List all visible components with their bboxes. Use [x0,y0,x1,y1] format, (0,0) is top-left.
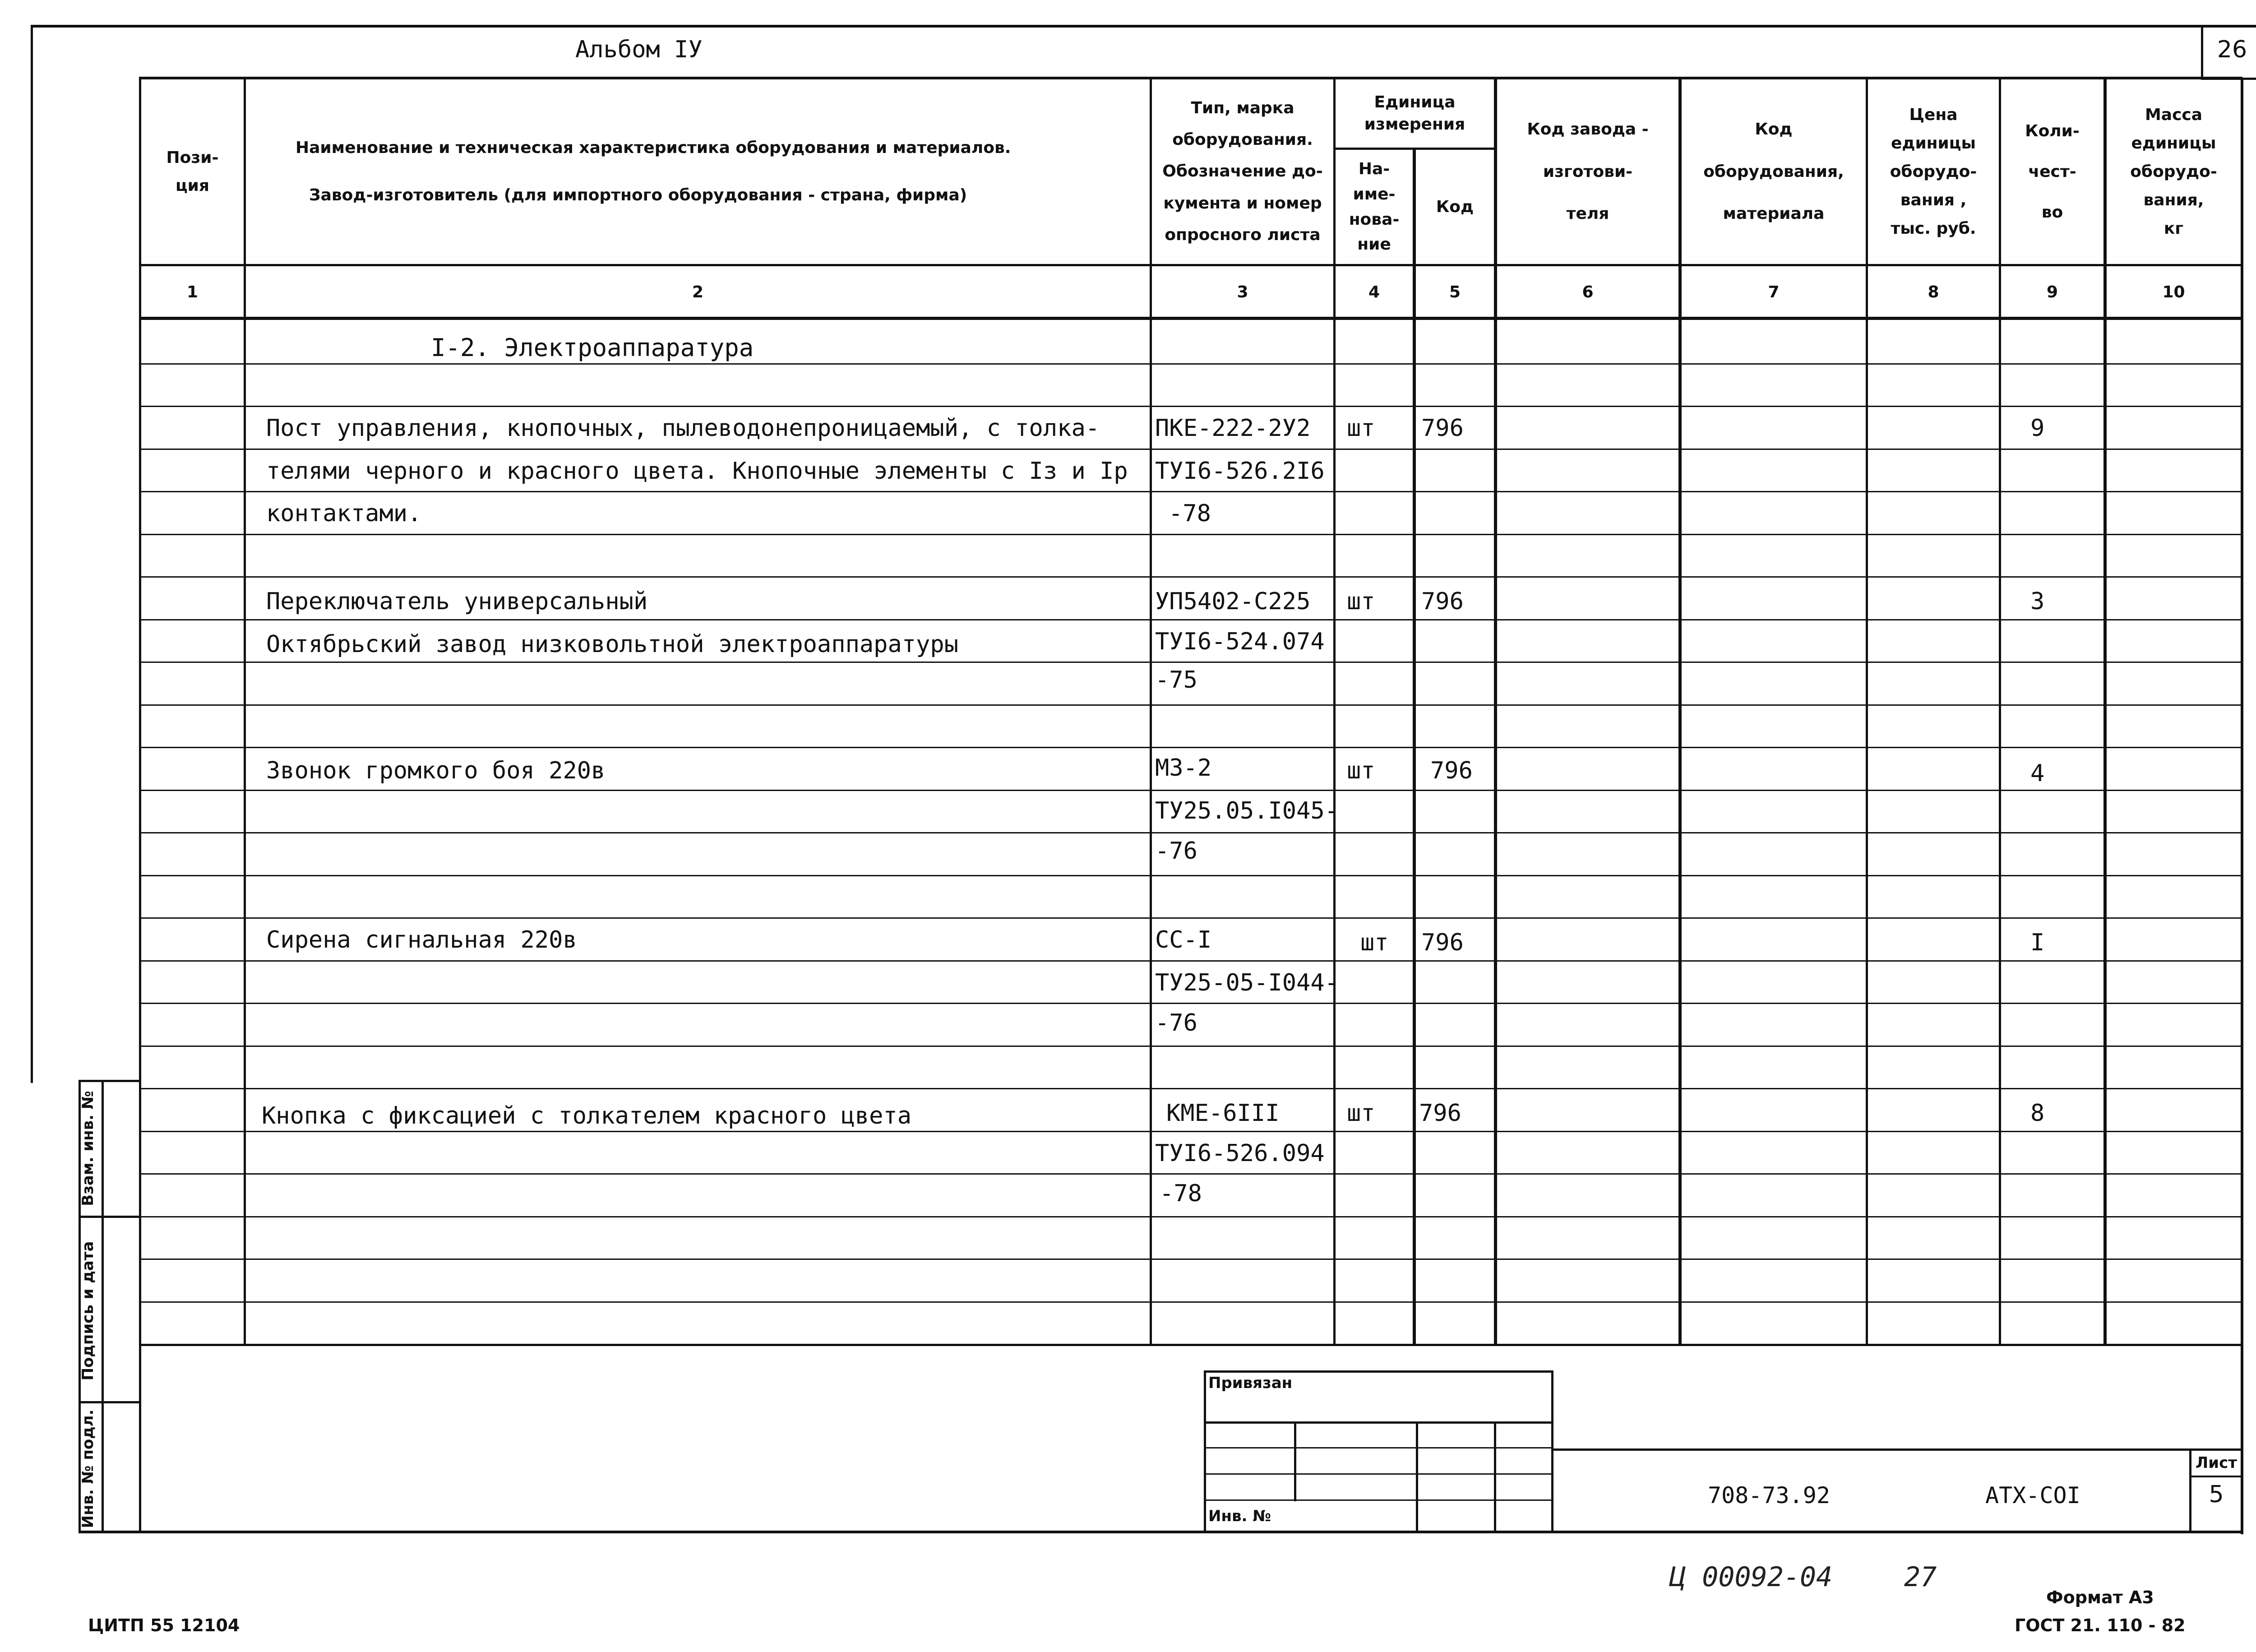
row-name: Пост управления, кнопочных, пылеводонепроницаемый, с толка- [266,415,1100,442]
row-type: УП5402-С225 [1155,588,1311,615]
header-plant-code: Код завода - изготови- теля [1527,120,1649,223]
header-name: Наименование и техническая характеристика оборудования и материалов. Завод-изготовитель (для импортного оборудования - страна, фирма) [296,139,1011,204]
row-line [140,875,2242,876]
side-label-replace-inv: Взам. инв. № [79,1091,97,1206]
row-name: контактами. [266,500,422,527]
col-sep-9 [2103,78,2107,1345]
row-unit: шт [1347,415,1375,442]
row-type: ТУ25-05-I044- [1155,969,1339,996]
row-name: Кнопка с фиксацией с толкателем красного цвета [262,1102,912,1129]
col-number: 9 [2046,282,2058,301]
header-unit: Единица измерения [1364,93,1465,134]
col-number: 8 [1928,282,1939,301]
tb-vline [1294,1422,1296,1501]
col-number: 6 [1582,282,1594,301]
header-quantity: Коли- чест- во [2025,121,2080,222]
row-type: -78 [1169,500,1211,527]
tb-vline [1416,1422,1418,1533]
col-sep-5 [1494,78,1497,1345]
format-label: Формат А3 [2046,1587,2154,1607]
header-unit-code: Код [1436,197,1474,216]
header-price: Цена единицы оборудо- вания , тыс. руб. [1890,106,1977,238]
row-type: ТУI6-526.2I6 [1155,458,1325,485]
side-label-signature-date: Подпись и дата [79,1241,97,1381]
stamp-number: Ц 00092-04 [1669,1561,1833,1593]
row-type: КМЕ-6III [1166,1100,1280,1127]
row-name: Октябрьский завод низковольтной электроаппаратуры [266,631,959,658]
col-number: 2 [692,282,704,301]
header-mass: Масса единицы оборудо- вания, кг [2130,106,2217,238]
tb-list-no: 5 [2209,1481,2224,1508]
row-name: Звонок громкого боя 220в [266,757,606,784]
row-line [140,704,2242,706]
row-code: 796 [1430,757,1473,784]
tb-line [1204,1473,1553,1475]
row-type: МЗ-2 [1155,754,1212,782]
page-hand-number: 27 [1904,1561,1937,1593]
row-qty: 9 [2030,415,2045,442]
header-equipment-code: Код оборудования, материала [1703,120,1844,223]
row-qty: I [2030,929,2045,956]
tb-box-left [1204,1370,1206,1533]
col-number: 7 [1768,282,1780,301]
frame-right-low [2241,79,2243,1534]
header-type: Тип, марка оборудования. Обозначение до- кумента и номер опросного листа [1162,99,1323,244]
tb-doc-mark: АТХ-СОI [1985,1482,2080,1509]
side-label-orig-inv: Инв. № подл. [79,1409,97,1528]
frame-left [31,25,33,1083]
col-number: 5 [1449,282,1461,301]
row-unit: шт [1360,929,1389,956]
row-qty: 3 [2030,588,2045,615]
album-label: Альбом IУ [575,36,703,63]
header-position: Пози- ция [166,148,219,195]
row-type: СС-I [1155,926,1212,953]
col-sep-6 [1678,78,1682,1345]
bottom-left-code: ЦИТП 55 12104 [88,1615,240,1635]
tb-privyazan: Привязан [1208,1374,1293,1392]
col-number: 10 [2162,282,2185,301]
side-col-right [102,1080,104,1533]
tb-line [1204,1499,1553,1501]
tb-box-top [1204,1370,1553,1373]
col-number: 1 [186,282,199,301]
row-line [140,1301,2242,1303]
row-line [140,1216,2242,1217]
row-unit: шт [1347,757,1375,784]
tb-line [1204,1447,1553,1448]
tb-list-label: Лист [2196,1454,2237,1472]
tb-vline [1494,1422,1496,1533]
tb-main-top [1552,1448,2242,1451]
row-line [140,1046,2242,1047]
table-bottom [140,1344,2242,1346]
row-code: 796 [1419,1100,1461,1127]
tb-line [1204,1421,1553,1424]
row-name: Переключатель универсальный [266,588,648,615]
section-title: I-2. Электроаппаратура [431,333,754,362]
row-line [140,1088,2242,1089]
row-name: Сирена сигнальная 220в [266,926,577,953]
row-type: -78 [1160,1180,1202,1207]
row-name: телями черного и красного цвета. Кнопочные элементы с Iз и Iр [266,458,1128,485]
col-number: 3 [1237,282,1248,301]
row-type: -76 [1155,1009,1197,1037]
row-type: ТУI6-524.074 [1155,628,1325,655]
row-unit: шт [1347,1100,1375,1127]
col-number: 4 [1368,282,1380,301]
tb-list-div [2189,1476,2242,1477]
row-qty: 8 [2030,1100,2045,1127]
gost-label: ГОСТ 21. 110 - 82 [2015,1615,2186,1635]
sheet-corner-number: 26 [2217,36,2247,63]
row-type: ТУ25.05.I045- [1155,797,1339,824]
tb-box-right [1551,1370,1553,1533]
tb-inv-no: Инв. № [1208,1507,1271,1525]
row-code: 796 [1421,415,1464,442]
row-unit: шт [1347,588,1375,615]
main-bottom [79,1531,2243,1533]
row-type: -76 [1155,838,1197,865]
numbers-bottom [140,317,2242,320]
row-type: ТУI6-526.094 [1155,1140,1325,1167]
row-code: 796 [1421,929,1464,956]
row-code: 796 [1421,588,1464,615]
header-bottom [140,264,2242,266]
row-type: ПКЕ-222-2У2 [1155,415,1311,442]
header-unit-name: На- име- нова- ние [1349,159,1400,254]
row-line [140,576,2242,578]
row-type: -75 [1155,666,1197,694]
frame-top [31,25,2256,28]
row-qty: 4 [2030,760,2045,787]
tb-doc-code: 708-73.92 [1708,1482,1830,1509]
row-line [140,1259,2242,1260]
